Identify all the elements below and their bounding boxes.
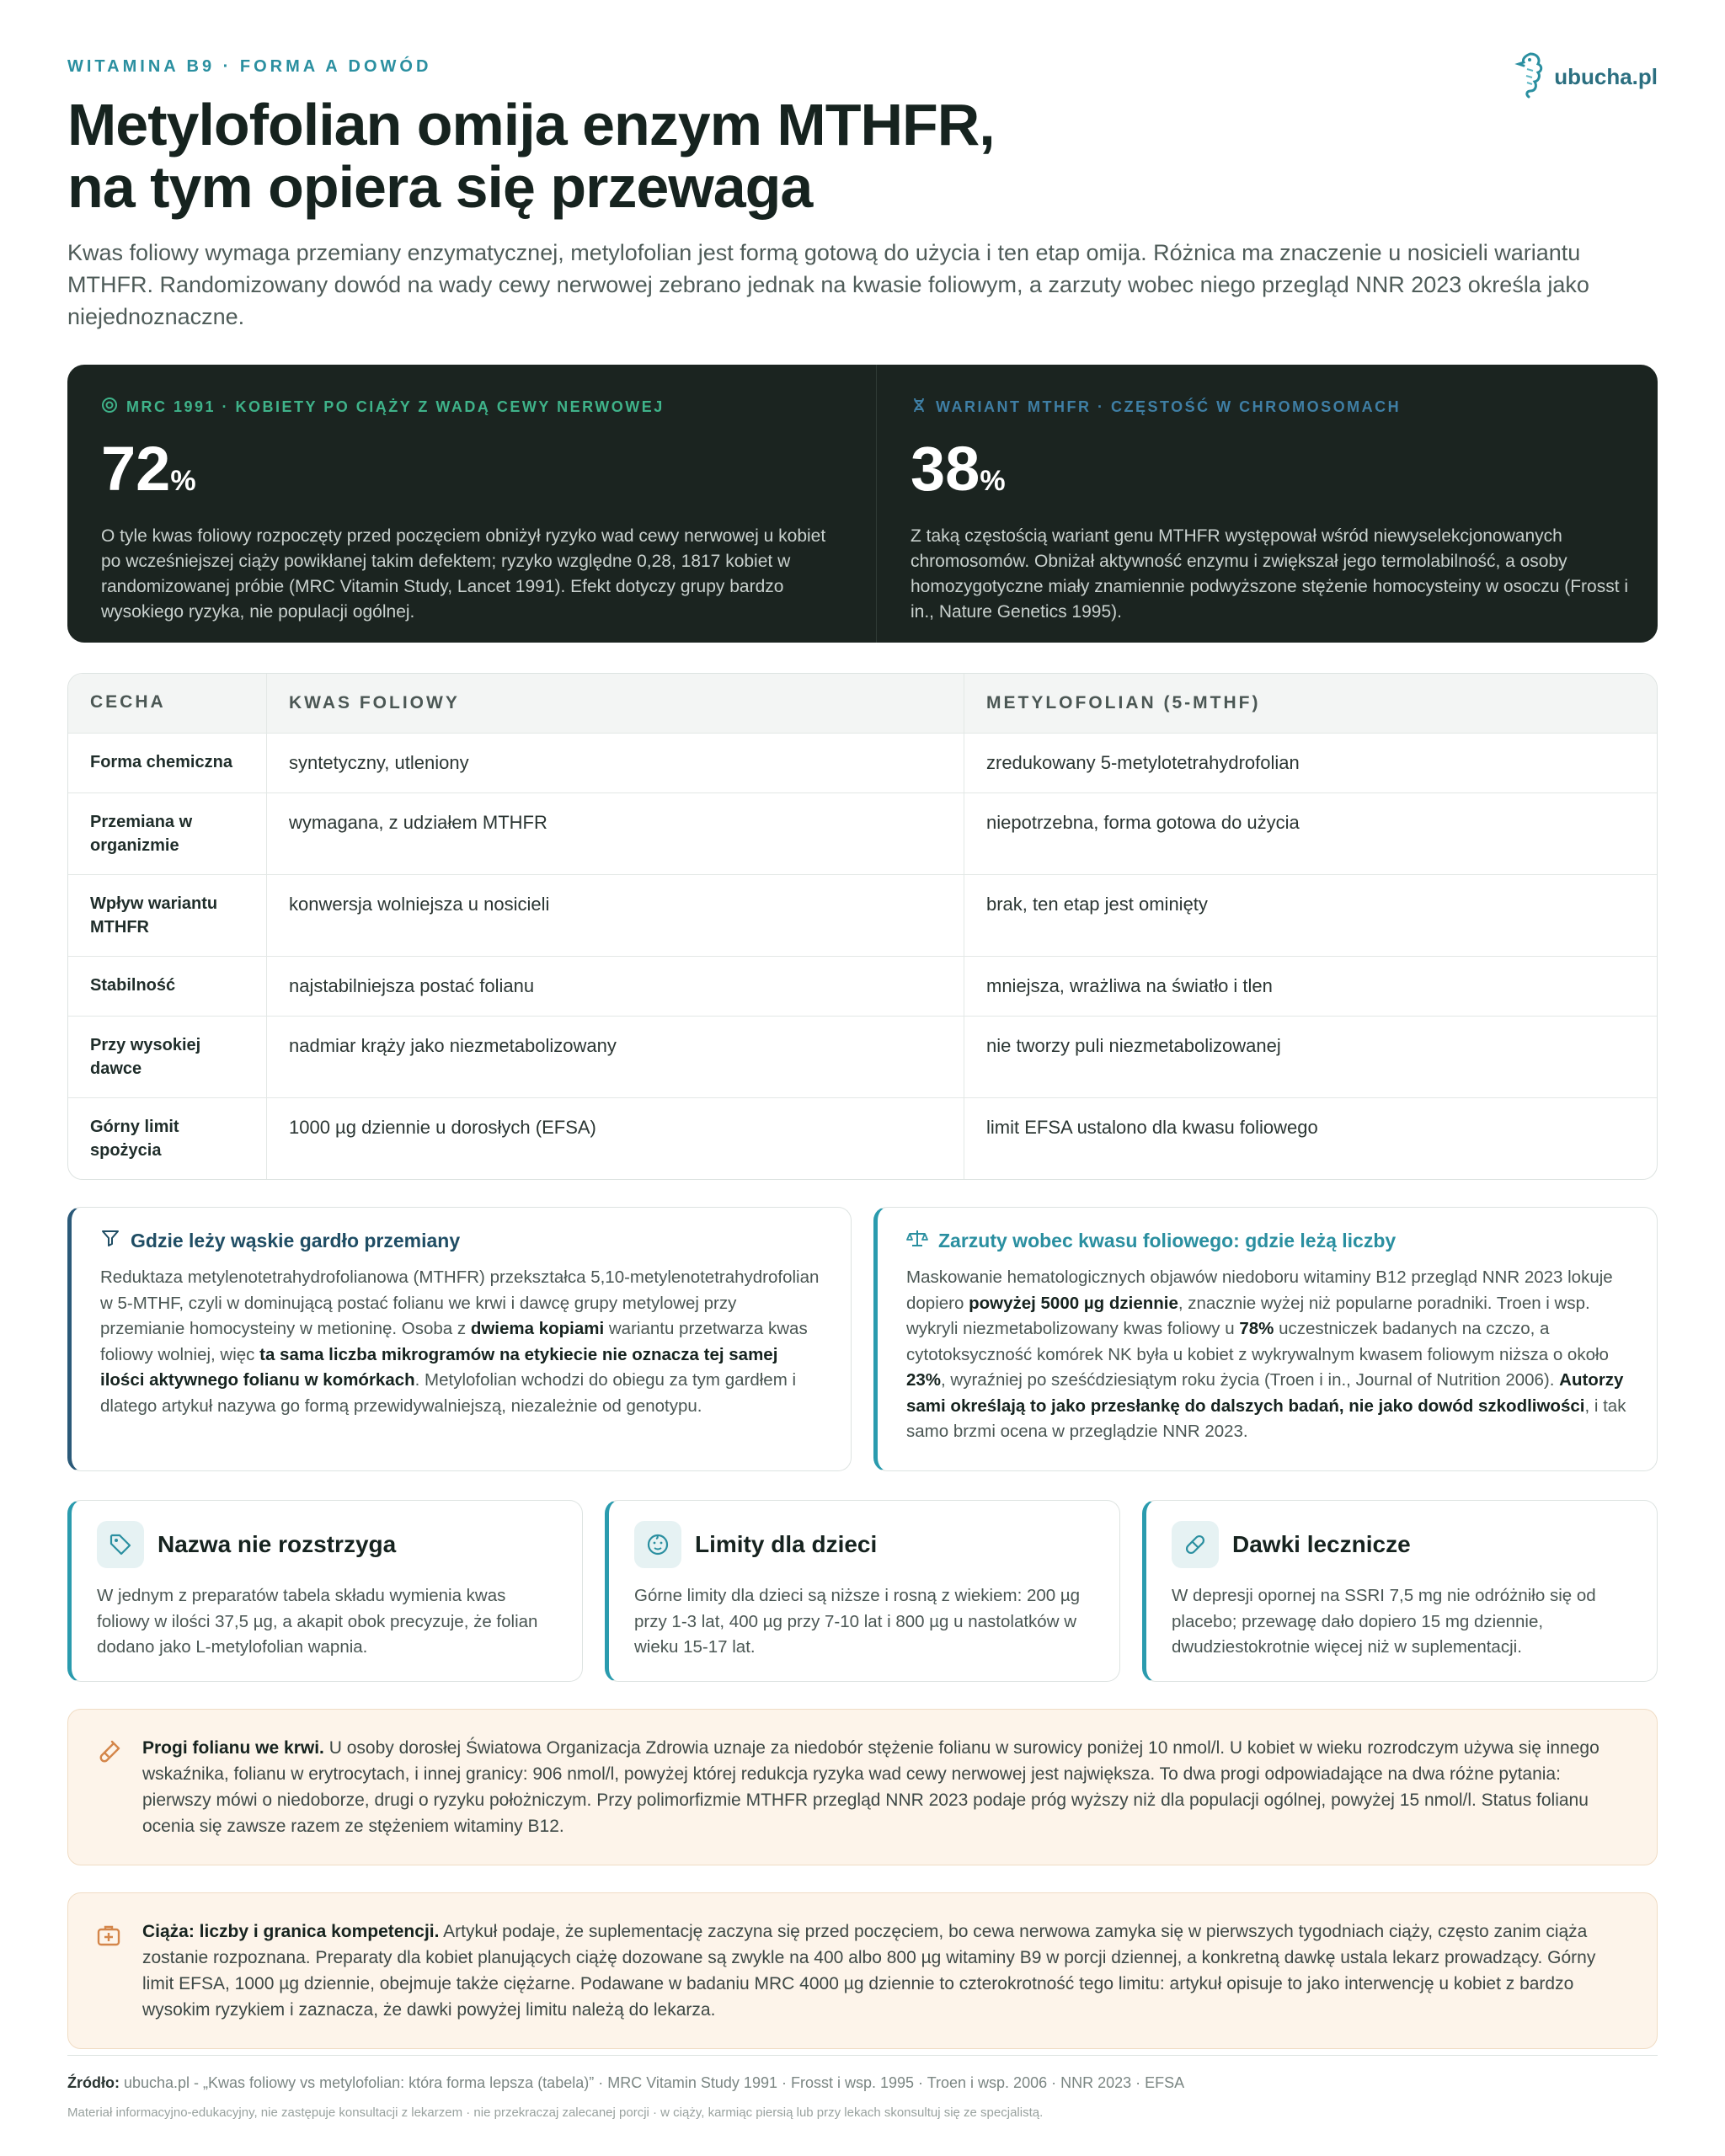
cell-folic-acid: najstabilniejsza postać folianu bbox=[267, 957, 964, 1016]
row-label: Przemiana w organizmie bbox=[68, 793, 267, 874]
row-label: Stabilność bbox=[68, 957, 267, 1016]
source-line: Źródło: ubucha.pl - „Kwas foliowy vs metylofolian: która forma lepsza (tabela)” · MRC Vitamin Study 1991 · Frosst i wsp. 1995 · Troen i wsp. 2006 · NNR 2023 · EFSA bbox=[67, 2074, 1185, 2091]
stat-description: Z taką częstością wariant genu MTHFR występował wśród niewyselekcjonowanych chromosomów. Obniżał aktywność enzymu i zwiększał jego termolabilność, a osoby homozygotyczne miały znamiennie podwyższone stężenie homocysteiny w osoczu (Frosst i in., Nature Genetics 1995). bbox=[911, 526, 1629, 622]
cell-methylfolate: limit EFSA ustalono dla kwasu foliowego bbox=[986, 1117, 1318, 1138]
table-row bbox=[68, 1016, 1657, 1097]
dna-icon bbox=[911, 397, 927, 418]
seahorse-icon bbox=[1512, 51, 1546, 104]
row-label: Wpływ wariantu MTHFR bbox=[68, 875, 267, 956]
disclaimer: Materiał informacyjno-edukacyjny, nie zastępuje konsultacji z lekarzem · nie przekraczaj zalecanej porcji · w ciąży, karmiąc piersią lub przy lekach skonsultuj się ze specjalistą. bbox=[67, 2105, 1044, 2120]
header-cell: CECHA bbox=[68, 674, 267, 733]
stat-mthfr bbox=[876, 365, 1685, 643]
info-cards bbox=[67, 1207, 1658, 1471]
header-cell: KWAS FOLIOWY bbox=[267, 674, 964, 733]
medical-bag-icon bbox=[95, 1919, 124, 2023]
title-line-2: na tym opiera się przewaga bbox=[67, 154, 813, 220]
page-title bbox=[67, 93, 1658, 218]
tag-icon bbox=[97, 1521, 144, 1568]
stat-label: WARIANT MTHFR · CZĘSTOŚĆ W CHROMOSOMACH bbox=[911, 397, 1652, 418]
title-line-1: Metylofolian omija enzym MTHFR, bbox=[67, 92, 995, 157]
test-tube-icon bbox=[95, 1735, 124, 1839]
stats-panel bbox=[67, 365, 1658, 643]
row-label: Forma chemiczna bbox=[68, 734, 267, 792]
cell-methylfolate: brak, ten etap jest ominięty bbox=[986, 894, 1208, 915]
note-text: Progi folianu we krwi. U osoby dorosłej Światowa Organizacja Zdrowia uznaje za niedobór stężenie folianu w surowicy poniżej 10 nmol/l. U kobiet w wieku rozrodczym używa się innego wskaźnika, folianu w erytrocytach, i innej granicy: 906 nmol/l, powyżej której redukcja ryzyka wad cewy nerwowej jest największa. To dwa progi odpowiadające na dwa różne pytania: pierwszy mówi o niedoborze, drugi o ryzyku położniczym. Przy polimorfizmie MTHFR przegląd NNR 2023 podaje próg wyższy niż dla populacji ogólnej, powyżej 15 nmol/l. Status folianu ocenia się zawsze razem ze stężeniem witaminy B12. bbox=[142, 1738, 1599, 1836]
table-row bbox=[68, 792, 1657, 874]
info-card-bottleneck bbox=[67, 1207, 852, 1471]
cell-methylfolate: mniejsza, wrażliwa na światło i tlen bbox=[986, 975, 1273, 996]
table-row bbox=[68, 956, 1657, 1016]
target-icon bbox=[101, 397, 118, 418]
cell-folic-acid: konwersja wolniejsza u nosicieli bbox=[267, 875, 964, 956]
pill-icon bbox=[1172, 1521, 1219, 1568]
note-pregnancy bbox=[67, 1892, 1658, 2049]
cell-folic-acid: wymagana, z udziałem MTHFR bbox=[267, 793, 964, 874]
header-cell: METYLOFOLIAN (5-MTHF) bbox=[986, 693, 1261, 712]
info-card-text: Reduktaza metylenotetrahydrofolianowa (MTHFR) przekształca 5,10-metylenotetrahydrofolian w 5-MTHF, czyli w dominującą postać folianu we krwi i dawcę grupy metylowej przy przemianie homocysteiny w metioninę. Osoba z dwiema kopiami wariantu przetwarza kwas foliowy wolniej, więc ta sama liczba mikrogramów na etykiecie nie oznacza tej samej ilości aktywnego folianu w komórkach. Metylofolian wchodzi do obiegu za tym gardłem i dlatego artykuł nazywa go formą przewidywalniejszą, niezależnie od genotypu. bbox=[100, 1267, 820, 1416]
info-card-title: Gdzie leży wąskie gardło przemiany bbox=[100, 1228, 822, 1253]
cell-methylfolate: niepotrzebna, forma gotowa do użycia bbox=[986, 812, 1300, 833]
logo-link[interactable] bbox=[1512, 51, 1658, 104]
cell-folic-acid: 1000 µg dziennie u dorosłych (EFSA) bbox=[267, 1098, 964, 1179]
footer bbox=[67, 2055, 1658, 2120]
table-header-row bbox=[68, 674, 1657, 733]
eyebrow: WITAMINA B9 · FORMA A DOWÓD bbox=[67, 57, 432, 76]
note-text: Ciąża: liczby i granica kompetencji. Artykuł podaje, że suplementację zaczyna się przed poczęciem, bo cewa nerwowa zamyka się w pierwszych tygodniach ciąży, często zanim ciąża zostanie rozpoznana. Preparaty dla kobiet planujących ciążę dozowane są zwykle na 400 albo 800 µg witaminy B9 w porcji dziennej, a konkretną dawkę ustala lekarz prowadzący. Górny limit EFSA, 1000 µg dziennie, obejmuje także ciężarne. Podawane w badaniu MRC 4000 µg dziennie to czterokrotność tego limitu: artykuł opisuje to jako interwencję u kobiet z bardzo wysokim ryzykiem i zaznacza, że dawki powyżej limitu należą do lekarza. bbox=[142, 1922, 1596, 2020]
tip-card-title: Dawki lecznicze bbox=[1172, 1521, 1632, 1568]
lead-paragraph: Kwas foliowy wymaga przemiany enzymatycznej, metylofolian jest formą gotową do użycia i ten etap omija. Różnica ma znaczenie u nosicieli wariantu MTHFR. Randomizowany dowód na wady cewy nerwowej zebrano jednak na kwasie foliowym, a zarzuty wobec niego przegląd NNR 2023 określa jako niejednoznaczne. bbox=[67, 240, 1589, 329]
info-card-text: Maskowanie hematologicznych objawów niedoboru witaminy B12 przegląd NNR 2023 lokuje dopiero powyżej 5000 µg dziennie, znacznie wyżej niż popularne poradniki. Troen i wsp. wykryli niezmetabolizowany kwas foliowy u 78% uczestniczek badanych na czczo, a cytotoksyczność komórek NK była u kobiet z wykrywalnym kwasem foliowym niższa o około 23%, wyraźniej po sześćdziesiątym roku życia (Troen i in., Journal of Nutrition 2006). Autorzy sami określają to jako przesłankę do dalszych badań, nie jako dowód szkodliwości, i tak samo brzmi ocena w przeglądzie NNR 2023. bbox=[906, 1267, 1626, 1441]
row-label: Górny limit spożycia bbox=[68, 1098, 267, 1179]
table-row bbox=[68, 1097, 1657, 1179]
stat-label: MRC 1991 · KOBIETY PO CIĄŻY Z WADĄ CEWY NERWOWEJ bbox=[101, 397, 842, 418]
tip-card-name bbox=[67, 1500, 583, 1682]
tip-card-text: W jednym z preparatów tabela składu wymienia kwas foliowy w ilości 37,5 µg, a akapit obok precyzuje, że folian dodano jako L-metylofolian wapnia. bbox=[97, 1586, 538, 1657]
info-card-title: Zarzuty wobec kwasu foliowego: gdzie leżą liczby bbox=[906, 1228, 1628, 1253]
table-row bbox=[68, 874, 1657, 956]
info-card-objections bbox=[873, 1207, 1658, 1471]
logo-text: ubucha.pl bbox=[1554, 64, 1658, 89]
cell-methylfolate: zredukowany 5-metylotetrahydrofolian bbox=[986, 752, 1300, 773]
tip-card-doses bbox=[1142, 1500, 1658, 1682]
tip-card-title: Nazwa nie rozstrzyga bbox=[97, 1521, 557, 1568]
tip-card-text: Górne limity dla dzieci są niższe i rosną z wiekiem: 200 µg przy 1-3 lat, 400 µg przy 7-10 lat i 800 µg u nastolatków w wieku 15-17 lat. bbox=[634, 1586, 1081, 1657]
tip-cards bbox=[67, 1500, 1658, 1682]
stat-mrc bbox=[67, 365, 876, 643]
cell-methylfolate: nie tworzy puli niezmetabolizowanej bbox=[986, 1035, 1281, 1056]
stat-description: O tyle kwas foliowy rozpoczęty przed poczęciem obniżył ryzyko wad cewy nerwowej u kobiet po wcześniejszej ciąży powikłanej takim defektem; ryzyko względne 0,28, 1817 kobiet w randomizowanej próbie (MRC Vitamin Study, Lancet 1991). Efekt dotyczy grupy bardzo wysokiego ryzyka, nie populacji ogólnej. bbox=[101, 526, 826, 622]
comparison-table bbox=[67, 673, 1658, 1180]
tip-card-children bbox=[605, 1500, 1120, 1682]
baby-icon bbox=[634, 1521, 681, 1568]
stat-value: 38% bbox=[911, 434, 1006, 504]
tip-card-title: Limity dla dzieci bbox=[634, 1521, 1094, 1568]
stat-value: 72% bbox=[101, 434, 196, 504]
table-row bbox=[68, 733, 1657, 792]
tip-card-text: W depresji opornej na SSRI 7,5 mg nie odróżniło się od placebo; przewagę dało dopiero 15 mg dziennie, dwudziestokrotnie więcej niż w suplementacji. bbox=[1172, 1586, 1596, 1657]
cell-folic-acid: syntetyczny, utleniony bbox=[267, 734, 964, 792]
note-folate-thresholds bbox=[67, 1709, 1658, 1865]
cell-folic-acid: nadmiar krąży jako niezmetabolizowany bbox=[267, 1017, 964, 1097]
filter-icon bbox=[100, 1228, 120, 1253]
scale-icon bbox=[906, 1228, 928, 1253]
row-label: Przy wysokiej dawce bbox=[68, 1017, 267, 1097]
